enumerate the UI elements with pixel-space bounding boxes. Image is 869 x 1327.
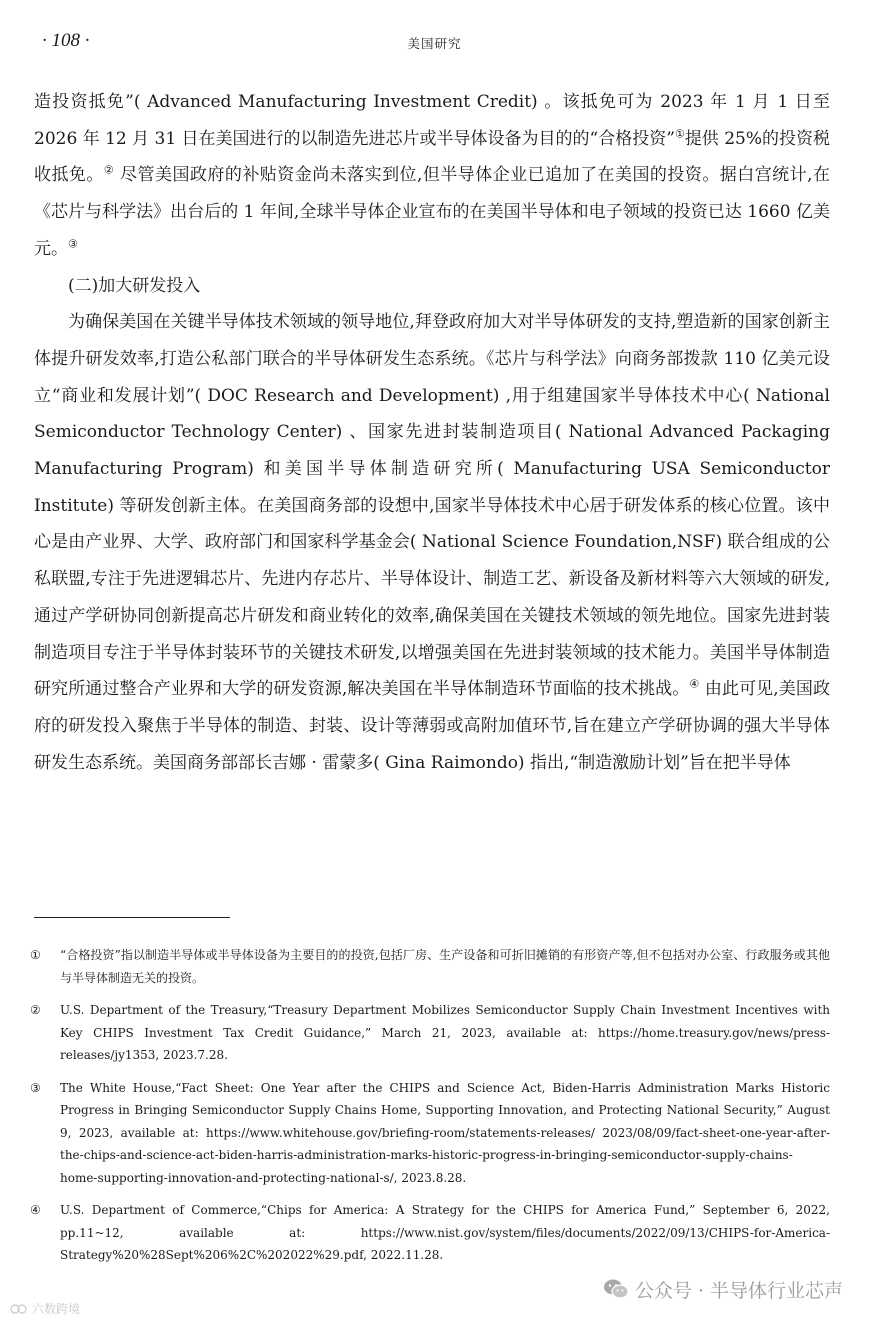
footnote-marker-3[interactable]: ③ <box>68 237 78 251</box>
footnote-number: ③ <box>30 1080 41 1095</box>
paragraph-2 <box>34 304 830 781</box>
footnote-4 <box>30 1199 830 1267</box>
footnote-marker-1[interactable]: ① <box>674 127 685 141</box>
footnote-number: ④ <box>30 1203 41 1217</box>
paragraph-2-text-b: 由此可见,美国政府的研发投入聚焦于半导体的制造、封装、设计等薄弱或高附加值环节,旨在建立产学研协调的强大半导体研发生态系统。美国商务部部长吉娜 · 雷蒙多( Gina Raimondo) 指出,“制造激励计划”旨在把半导体 <box>34 679 830 773</box>
corner-watermark-text: 六数跨境 <box>32 1302 81 1316</box>
paragraph-2-text-a: 为确保美国在关键半导体技术领域的领导地位,拜登政府加大对半导体研发的支持,塑造新的国家创新主体提升研发效率,打造公私部门联合的半导体研发生态系统。《芯片与科学法》向商务部拨款 110 亿美元设立“商业和发展计划”( DOC Research and Development) ,用于组建国家半导体技术中心( National Semiconductor Technology Center) 、国家先进封装制造项目( National Advanced Packaging Manufacturing Program) 和美国半导体制造研究所( Manufacturing USA Semiconductor Institute) 等研发创新主体。在美国商务部的设想中,国家半导体技术中心居于研发体系的核心位置。该中心是由产业界、大学、政府部门和国家科学基金会( National Science Foundation,NSF) 联合组成的公私联盟,专注于先进逻辑芯片、先进内存芯片、半导体设计、制造工艺、新设备及新材料等六大领域的研发,通过产学研协同创新提高芯片研发和商业转化的效率,确保美国在关键技术领域的领先地位。国家先进封装制造项目专注于半导体封装环节的关键技术研发,以增强美国在先进封装领域的技术能力。美国半导体制造研究所通过整合产业界和大学的研发资源,解决美国在半导体制造环节面临的技术挑战。 <box>34 312 830 700</box>
footnote-2 <box>30 999 830 1067</box>
paragraph-1-text-a: 造投资抵免”( Advanced Manufacturing Investment Credit) 。该抵免可为 2023 年 1 月 1 日至 2026 年 12 月 31 日在美国进行的以制造先进芯片或半导体设备为目的的“合格投资” <box>34 92 830 149</box>
running-title: 美国研究 <box>407 36 462 51</box>
paragraph-1-text-b: 提供 25%的投资税收抵免。 <box>34 128 831 186</box>
wechat-account-name: 公众号 · 半导体行业芯声 <box>634 1279 843 1302</box>
wechat-icon <box>603 1278 629 1300</box>
section-heading: (二)加大研发投入 <box>68 275 201 296</box>
footnote-marker-4[interactable]: ④ <box>689 677 700 691</box>
footnote-1 <box>30 944 830 989</box>
corner-watermark <box>10 1300 80 1317</box>
footnote-text: U.S. Department of Commerce,“Chips for America: A Strategy for the CHIPS for America Fund,” September 6, 2022, pp.11~12, available at: https://www.nist.gov/system/files/documents/2022/09/13/CHIPS-for-America-Strategy%20%28Sept%206%2C%202022%29.pdf, 2022.11.28. <box>60 1203 830 1262</box>
footnote-marker-2[interactable]: ② <box>103 163 115 177</box>
footnote-number: ① <box>30 948 41 962</box>
footnote-text: The White House,“Fact Sheet: One Year after the CHIPS and Science Act, Biden-Harris Administration Marks Historic Progress in Bringing Semiconductor Supply Chains Home, Supporting Innovation, and Protecting National Security,” August 9, 2023, available at: https://www.whitehouse.gov/briefing-room/statements-releases/ 2023/08/09/fact-sheet-one-year-after-the-chips-and-science-act-biden-harris-administration-marks-historic-progress-in-bringing-semiconductor-supply-chains-home-supporting-innovation-and-protecting-national-s/, 2023.8.28. <box>60 1080 830 1185</box>
footnote-text: U.S. Department of the Treasury,“Treasury Department Mobilizes Semiconductor Supply Chain Investment Incentives with Key CHIPS Investment Tax Credit Guidance,” March 21, 2023, available at: https://home.treasury.gov/news/press-releases/jy1353, 2023.7.28. <box>60 1003 830 1062</box>
footnote-divider <box>34 917 230 918</box>
footnote-3 <box>30 1077 830 1190</box>
body-text <box>34 84 830 781</box>
brand-logo-icon <box>10 1303 28 1315</box>
paragraph-1-text-c: 尽管美国政府的补贴资金尚未落实到位,但半导体企业已追加了在美国的投资。据白宫统计,在《芯片与科学法》出台后的 1 年间,全球半导体企业宣布的在美国半导体和电子领域的投资已达 1660 亿美元。 <box>34 165 830 259</box>
footnote-text: “合格投资”指以制造半导体或半导体设备为主要目的的投资,包括厂房、生产设备和可折旧摊销的有形资产等,但不包括对办公室、行政服务或其他与半导体制造无关的投资。 <box>60 948 830 985</box>
wechat-watermark <box>603 1276 843 1302</box>
footnotes <box>30 944 830 1277</box>
page-number: · 108 · <box>42 30 90 51</box>
footnote-number: ② <box>30 1003 41 1017</box>
paragraph-1 <box>34 84 830 268</box>
